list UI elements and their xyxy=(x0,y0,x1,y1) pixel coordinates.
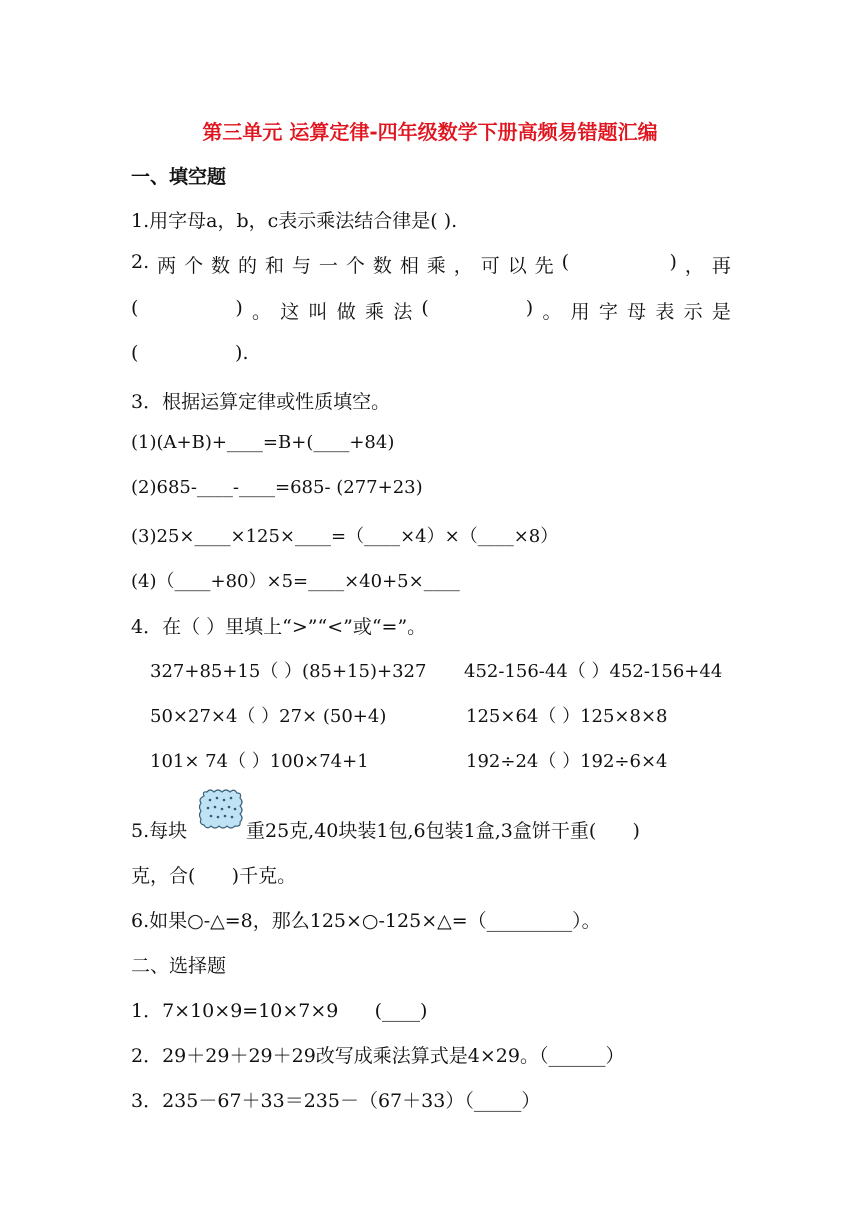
comparison-item: 125×64（ ）125×8×8 xyxy=(466,706,668,727)
page-title: 第三单元 运算定律-四年级数学下册高频易错题汇编 xyxy=(202,120,658,144)
question-5-prefix: 5.每块 xyxy=(131,820,188,842)
question-2-line-2: ( ) 。 这 叫 做 乘 法 ( ) 。 用 字 母 表 示 是 xyxy=(131,297,731,323)
question-2-line-3: ( ). xyxy=(131,342,249,364)
comparison-item: 101× 74（ ）100×74+1 xyxy=(150,751,369,772)
choice-item-2: 2．29＋29＋29＋29改写成乘法算式是4×29。（______） xyxy=(131,1045,625,1067)
comparison-item: 192÷24（ ）192÷6×4 xyxy=(466,751,668,772)
question-3-item-2: (2)685-____-____=685- (277+23) xyxy=(131,477,423,498)
section-heading-choice: 二、选择题 xyxy=(131,955,227,977)
question-3-item-4: (4)（____+80）×5=____×40+5×____ xyxy=(131,571,460,592)
comparison-item: 327+85+15（ ）(85+15)+327 xyxy=(150,661,427,682)
question-3-item-1: (1)(A+B)+____=B+(____+84) xyxy=(131,432,395,453)
comparison-item: 50×27×4（ ）27× (50+4) xyxy=(150,706,387,727)
question-2-line-1: 2. 两 个 数 的 和 与 一 个 数 相 乘 ， 可 以 先 ( ) ， 再 xyxy=(131,251,731,277)
section-heading-fill-blank: 一、填空题 xyxy=(131,166,227,188)
choice-item-3: 3．235－67＋33＝235－（67＋33）（_____） xyxy=(131,1090,541,1112)
biscuit-icon xyxy=(198,788,244,830)
comparison-item: 452-156-44（ ）452-156+44 xyxy=(464,661,723,682)
question-5-line-2: 克，合( )千克。 xyxy=(131,865,297,887)
question-3-item-3: (3)25×____×125×____=（____×4）×（____×8） xyxy=(131,526,559,547)
question-5-suffix: 重25克,40块装1包,6包装1盒,3盒饼干重( ) xyxy=(246,820,640,842)
question-4-stem: 4．在（ ）里填上“>”“<”或“=”。 xyxy=(131,616,427,638)
question-6: 6.如果○-△=8，那么125×○-125×△=（_________）。 xyxy=(131,910,601,932)
choice-item-1: 1．7×10×9=10×7×9 (____) xyxy=(131,1000,428,1022)
question-1: 1.用字母a，b，c表示乘法结合律是( ). xyxy=(131,210,458,232)
question-3-stem: 3．根据运算定律或性质填空。 xyxy=(131,391,391,413)
